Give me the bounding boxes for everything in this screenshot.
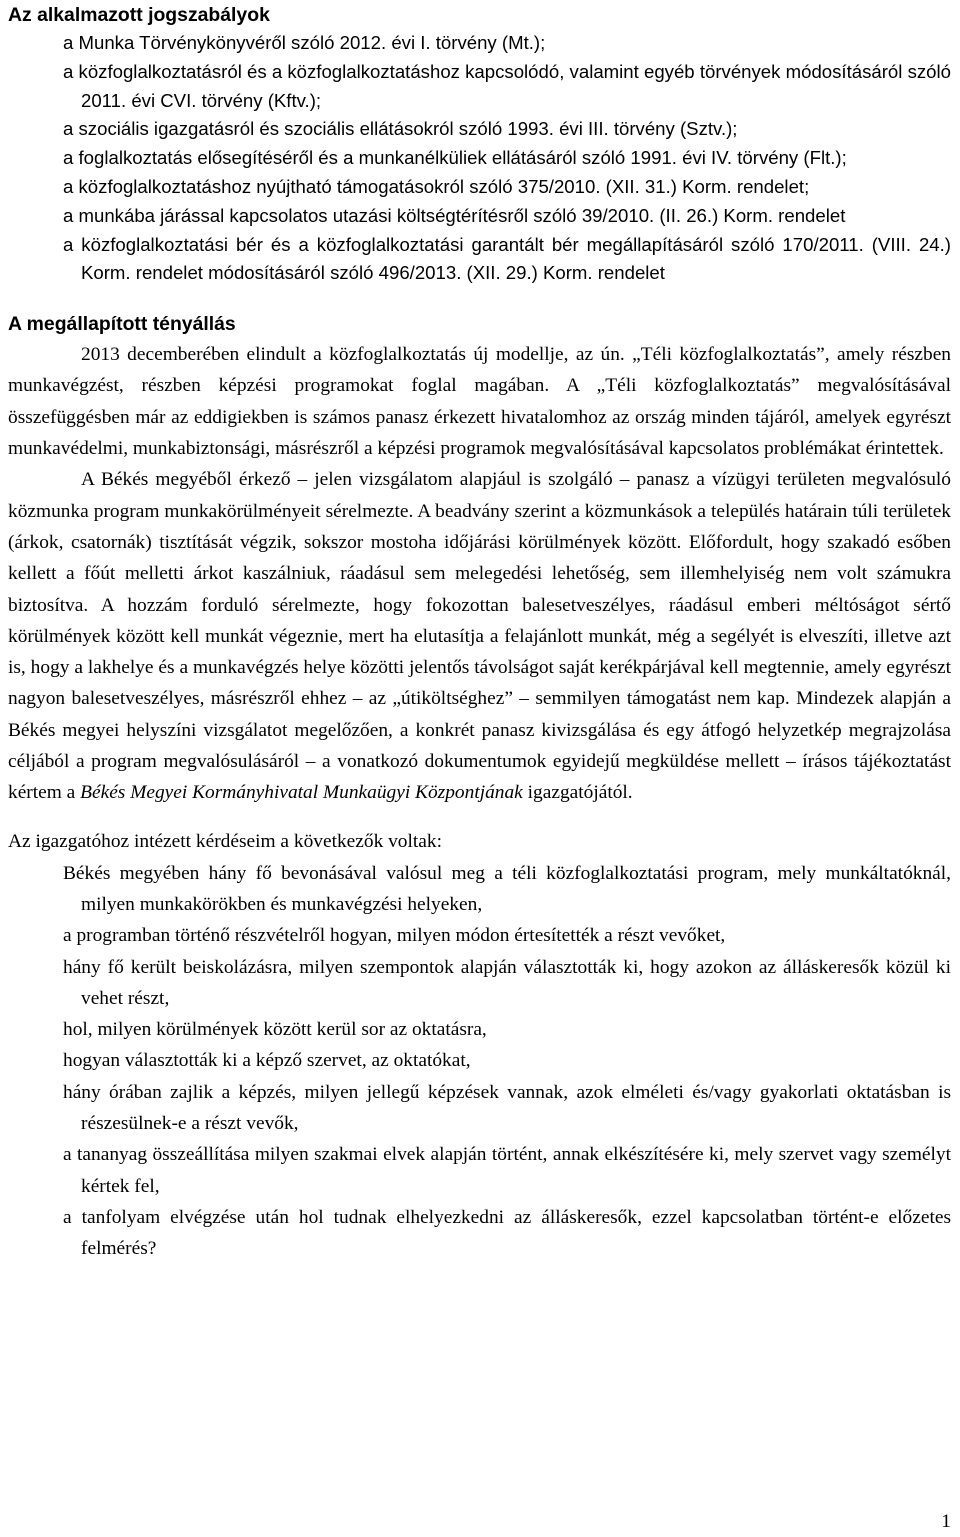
law-item: a közfoglalkoztatási bér és a közfoglalkoztatási garantált bér megállapításáról szóló 170/2011. (VIII. 24.) Korm. rendelet módosításáról szóló 496/2013. (XII. 29.) Korm. rendelet [63, 233, 951, 284]
question-list [8, 858, 951, 1265]
question-item: hol, milyen körülmények között kerül sor az oktatásra, [63, 1019, 487, 1041]
law-item: a közfoglalkoztatáshoz nyújtható támogatásokról szóló 375/2010. (XII. 31.) Korm. rendelet; [63, 175, 810, 197]
question-item: a programban történő részvételről hogyan, milyen módon értesítették a részt vevőket, [63, 925, 726, 947]
law-item: a foglalkoztatás elősegítéséről és a munkanélküliek ellátásáról szóló 1991. évi IV. törvény (Flt.); [63, 147, 847, 169]
facts-paragraph-2-text: A Békés megyéből érkező – jelen vizsgálatom alapjául is szolgáló – panasz a vízügyi területen megvalósuló közmunka program munkakörülményeit sérelmezte. A beadvány szerint a közmunkások a település határain túli területek (árkok, csatornák) tisztítását végzik, sokszor mostoha időjárási körülmények között. Előfordult, hogy szakadó esőben kellett a főút melletti árkot kaszálniuk, ráadásul sem melegedési lehetőség, sem illemhelyiség nem volt számukra biztosítva. A hozzám forduló sérelmezte, hogy fokozottan balesetveszélyes, ráadásul emberi méltóságot sértő körülmények között kell munkát végeznie, mert ha elutasítja a felajánlott munkát, még a segélyét is elveszíti, illetve azt is, hogy a lakhelye és a munkavégzés helye közötti jelentős távolságot saját kerékpárjával kell megtennie, amely egyrészt nagyon balesetveszélyes, másrészről ehhez – az „útiköltséghez” – semmilyen támogatást nem kap. Mindezek alapján a Békés megyei helyszíni vizsgálatot megelőzően, a konkrét panasz kivizsgálása és egy átfogó helyzetkép megrajzolása céljából a program megvalósulásáról – a vonatkozó dokumentumok egyidejű megküldése mellett – írásos tájékoztatást kértem a [8, 469, 951, 804]
law-item: a szociális igazgatásról és szociális ellátásokról szóló 1993. évi III. törvény (Sztv.); [63, 118, 738, 140]
applied-laws-section [8, 0, 951, 288]
facts-paragraph-2-end: igazgatójától. [522, 782, 633, 804]
facts-paragraph-1: 2013 decemberében elindult a közfoglalkoztatás új modellje, az ún. „Téli közfoglalkoztatás”, amely részben munkavégzést, részben képzési programokat foglal magában. A „Téli közfoglalkoztatás” megvalósításával összefüggésben már az eddigiekben is számos panasz érkezett hivatalomhoz az ország minden tájáról, amelyek egyrészt munkavédelmi, munkabiztonsági, másrészről a képzési programok megvalósításával kapcsolatos problémákat érintettek. [8, 344, 951, 460]
facts-paragraph-2 [8, 464, 951, 808]
facts-heading: A megállapított tényállás [8, 313, 236, 336]
law-item: a közfoglalkoztatásról és a közfoglalkoztatáshoz kapcsolódó, valamint egyéb törvények módosításáról szóló 2011. évi CVI. törvény (Kftv.); [63, 60, 951, 111]
question-item: hogyan választották ki a képző szervet, az oktatókat, [63, 1050, 471, 1072]
question-item: hány fő került beiskolázásra, milyen szempontok alapján választották ki, hogy azokon az álláskeresők közül ki vehet részt, [63, 956, 951, 1009]
law-item: a munkába járással kapcsolatos utazási költségtérítésről szóló 39/2010. (II. 26.) Korm. rendelet [63, 204, 846, 226]
question-item: a tanfolyam elvégzése után hol tudnak elhelyezkedni az álláskeresők, ezzel kapcsolatban történt-e előzetes felmérés? [63, 1206, 951, 1260]
facts-section [8, 309, 951, 808]
law-list [8, 29, 951, 288]
law-item: a Munka Törvénykönyvéről szóló 2012. évi I. törvény (Mt.); [63, 32, 546, 53]
questions-intro: Az igazgatóhoz intézett kérdéseim a következők voltak: [8, 830, 442, 852]
page-number: 1 [941, 1511, 951, 1532]
question-item: Békés megyében hány fő bevonásával valósul meg a téli közfoglalkoztatási program, mely munkáltatóknál, milyen munkakörökben és munkavégzési helyeken, [63, 862, 951, 915]
questions-section [8, 826, 951, 1265]
question-item: a tananyag összeállítása milyen szakmai elvek alapján történt, annak elkészítésére ki, mely szervet vagy személyt kértek fel, [63, 1144, 951, 1197]
applied-laws-heading: Az alkalmazott jogszabályok [8, 4, 270, 26]
question-item: hány órában zajlik a képzés, milyen jellegű képzések vannak, azok elméleti és/vagy gyakorlati oktatásban is részesülnek-e a részt vevők, [63, 1081, 951, 1134]
authority-name: Békés Megyei Kormányhivatal Munkaügyi Központjának [80, 782, 523, 804]
